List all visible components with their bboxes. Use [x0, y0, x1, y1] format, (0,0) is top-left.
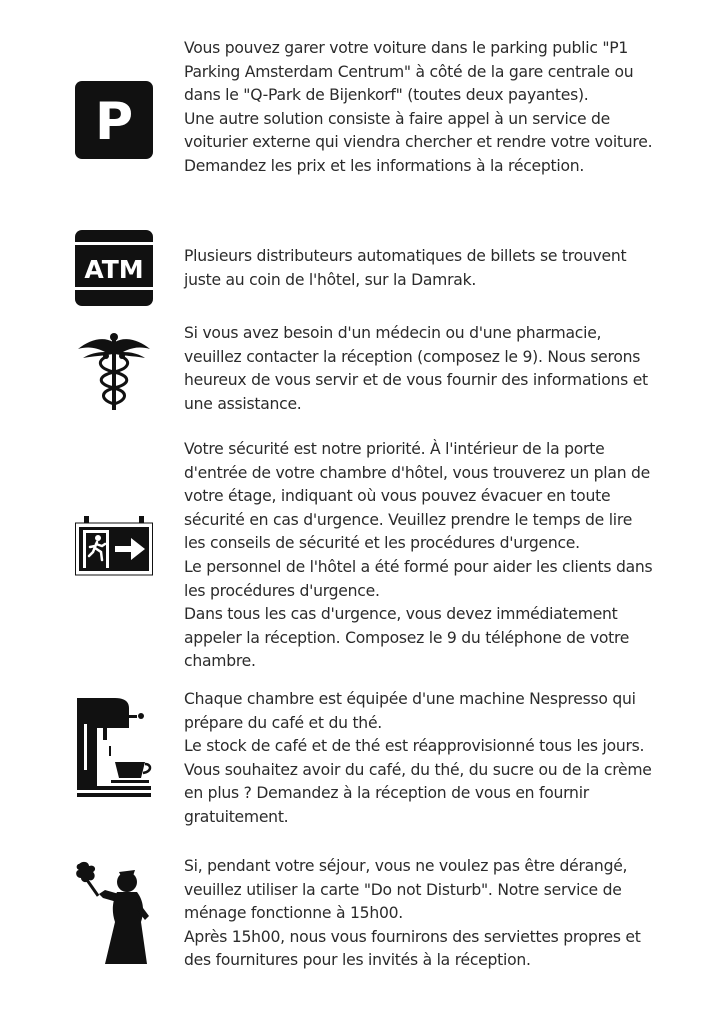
paragraph: Après 15h00, nous vous fournirons des serviettes propres et des fournitures pour les invités à la réception. — [184, 927, 641, 970]
atm-info-text — [184, 245, 656, 292]
paragraph: Une autre solution consiste à faire appel à un service de voiturier externe qui viendra chercher et rendre votre voiture. Demandez les prix et les informations à la réception. — [184, 109, 653, 175]
parking-info-text — [184, 37, 656, 179]
paragraph: Votre sécurité est notre priorité. À l'intérieur de la porte d'entrée de votre chambre d'hôtel, vous trouverez un plan de votre étage, indiquant où vous pouvez évacuer en toute sécurité en cas d'urgence. Veuillez prendre le temps de lire les conseils de sécurité et les procédures d'urgence. — [184, 440, 651, 553]
paragraph: Si vous avez besoin d'un médecin ou d'une pharmacie, veuillez contacter la réception (composez le 9). Nous serons heureux de vous servir et de vous fournir des informations et une assistance. — [184, 324, 648, 413]
caduceus-icon — [75, 332, 153, 412]
safety-info-text — [184, 438, 656, 674]
coffee-machine-icon — [75, 698, 153, 800]
atm-icon-label: ATM — [84, 255, 144, 284]
paragraph: Le personnel de l'hôtel a été formé pour aider les clients dans les procédures d'urgence. — [184, 557, 653, 600]
coffee-info-text — [184, 688, 656, 830]
paragraph: Vous pouvez garer votre voiture dans le parking public "P1 Parking Amsterdam Centrum" à côté de la gare centrale ou dans le "Q-Park de Bijenkorf" (toutes deux payantes). — [184, 39, 634, 105]
parking-icon-letter: P — [94, 92, 134, 152]
paragraph: Si, pendant votre séjour, vous ne voulez pas être dérangé, veuillez utiliser la carte "Do not Disturb". Notre service de ménage fonctionne à 15h00. — [184, 857, 628, 923]
atm-icon — [75, 230, 153, 306]
paragraph: Dans tous les cas d'urgence, vous devez immédiatement appeler la réception. Composez le 9 du téléphone de votre chambre. — [184, 605, 630, 671]
parking-icon — [75, 81, 153, 159]
medical-info-text — [184, 322, 656, 416]
housekeeping-info-text — [184, 855, 656, 973]
housekeeping-maid-icon — [75, 860, 153, 968]
paragraph: Chaque chambre est équipée d'une machine Nespresso qui prépare du café et du thé. — [184, 690, 636, 732]
paragraph: Plusieurs distributeurs automatiques de billets se trouvent juste au coin de l'hôtel, sur la Damrak. — [184, 247, 627, 289]
paragraph: Le stock de café et de thé est réapprovisionné tous les jours. Vous souhaitez avoir du café, du thé, du sucre ou de la crème en plus ? Demandez à la réception de vous en fournir gratuitement. — [184, 737, 652, 826]
emergency-exit-icon — [75, 516, 153, 576]
